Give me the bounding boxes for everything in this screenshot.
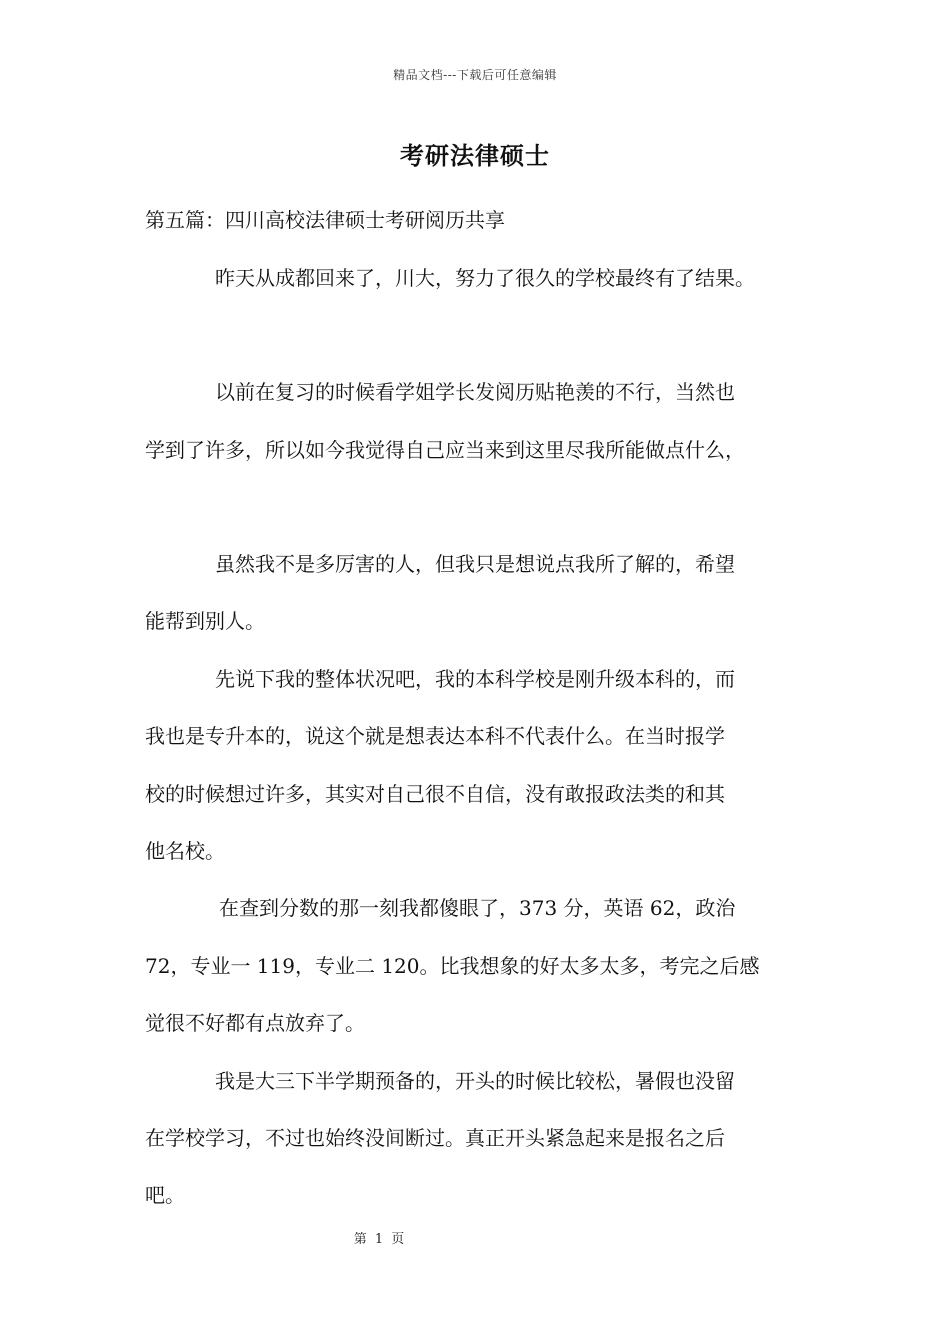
document-title: 考研法律硕士	[400, 141, 550, 170]
paragraph-1-line-1: 昨天从成都回来了，川大，努力了很久的学校最终有了结果。	[215, 266, 755, 290]
paragraph-5-line-1: 在查到分数的那一刻我都傻眼了，373 分，英语 62，政治	[219, 896, 736, 920]
paragraph-4-line-4: 他名校。	[145, 839, 225, 863]
paragraph-6-line-3: 吧。	[145, 1183, 185, 1207]
section-heading: 第五篇：四川高校法律硕士考研阅历共享	[145, 208, 505, 232]
paragraph-4-line-3: 校的时候想过许多，其实对自己很不自信，没有敢报政法类的和其	[145, 782, 725, 806]
paragraph-4-line-1: 先说下我的整体状况吧，我的本科学校是刚升级本科的，而	[215, 667, 735, 691]
paragraph-6-line-1: 我是大三下半学期预备的，开头的时候比较松，暑假也没留	[215, 1069, 735, 1093]
paragraph-5-line-3: 觉很不好都有点放弃了。	[145, 1011, 365, 1035]
page-header: 精品文档---下载后可任意编辑	[393, 68, 557, 82]
paragraph-2-line-1: 以前在复习的时候看学姐学长发阅历贴艳羡的不行，当然也	[215, 380, 735, 404]
paragraph-3-line-2: 能帮到别人。	[145, 609, 265, 633]
paragraph-4-line-2: 我也是专升本的，说这个就是想表达本科不代表什么。在当时报学	[145, 724, 725, 748]
paragraph-3-line-1: 虽然我不是多厉害的人，但我只是想说点我所了解的，希望	[215, 552, 735, 576]
paragraph-6-line-2: 在学校学习，不过也始终没间断过。真正开头紧急起来是报名之后	[145, 1126, 725, 1150]
paragraph-2-line-2: 学到了许多，所以如今我觉得自己应当来到这里尽我所能做点什么，	[145, 438, 745, 462]
paragraph-5-line-2: 72，专业一 119，专业二 120。比我想象的好太多太多，考完之后感	[145, 954, 760, 978]
page-number: 第 1 页	[353, 1232, 407, 1247]
